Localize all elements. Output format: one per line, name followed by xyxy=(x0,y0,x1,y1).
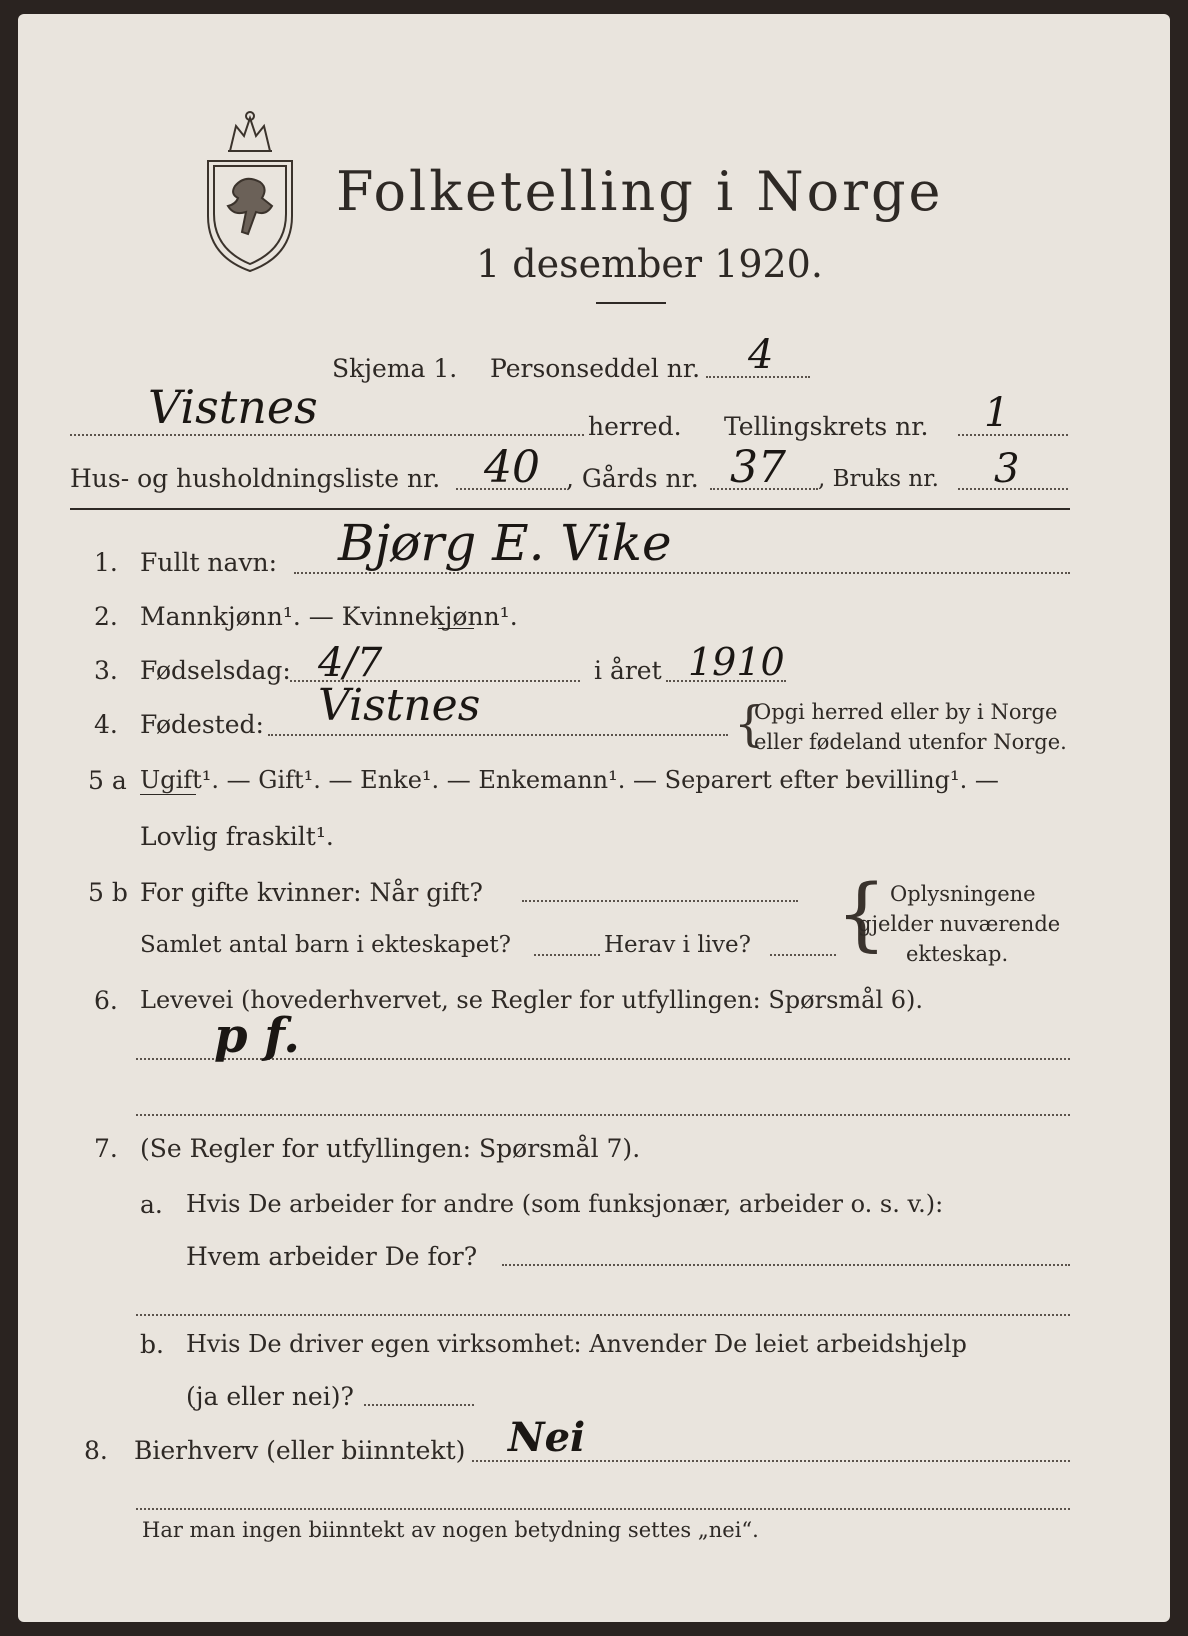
q8-label: Bierhverv (eller biinntekt) xyxy=(134,1436,466,1465)
schema-label: Skjema 1. xyxy=(332,354,458,383)
tellingskrets-value: 1 xyxy=(984,390,1010,436)
occupation-field-line2[interactable] xyxy=(136,1114,1070,1116)
side-income-value: Nei xyxy=(508,1414,586,1461)
hired-help-field[interactable] xyxy=(364,1404,474,1406)
tellingskrets-label: Tellingskrets nr. xyxy=(724,412,929,441)
q4-number: 4. xyxy=(94,710,118,739)
q7a-line2: Hvem arbeider De for? xyxy=(186,1242,478,1271)
personseddel-label: Personseddel nr. xyxy=(490,354,701,383)
birthplace-value: Vistnes xyxy=(318,680,481,731)
hus-label: Hus- og husholdningsliste nr. xyxy=(70,464,441,493)
q5b-children-label: Samlet antal barn i ekteskapet? xyxy=(140,932,511,958)
q1-number: 1. xyxy=(94,548,118,577)
q3-label: Fødselsdag: xyxy=(140,656,291,685)
q5b-married-label: For gifte kvinner: Når gift? xyxy=(140,878,483,907)
census-form-page xyxy=(18,14,1170,1622)
sex-options[interactable]: Mannkjønn¹. — Kvinnekjønn¹. xyxy=(140,602,518,631)
q5b-note-line1: Oplysningene xyxy=(890,882,1036,906)
q2-number: 2. xyxy=(94,602,118,631)
birthday-value: 4/7 xyxy=(318,640,383,686)
bruks-value: 3 xyxy=(994,446,1020,492)
q5a-number: 5 a xyxy=(88,766,127,795)
sex-underline-mark xyxy=(438,628,474,629)
title-divider xyxy=(596,302,666,304)
herred-label: herred. xyxy=(588,412,682,441)
birth-year-value: 1910 xyxy=(688,640,785,684)
q7b-label: b. xyxy=(140,1330,164,1359)
marital-status-line2[interactable]: Lovlig fraskilt¹. xyxy=(140,822,334,851)
q6-label: Levevei (hovederhvervet, se Regler for utfyllingen: Spørsmål 6). xyxy=(140,986,924,1014)
bruks-label: , Bruks nr. xyxy=(818,466,939,492)
children-count-field[interactable] xyxy=(534,954,600,956)
q7b-line2: (ja eller nei)? xyxy=(186,1382,354,1411)
q5b-number: 5 b xyxy=(88,878,128,907)
q5b-alive-label: Herav i live? xyxy=(604,932,751,958)
form-title: Folketelling i Norge xyxy=(336,160,944,223)
coat-of-arms-emblem xyxy=(200,106,300,276)
employer-field-line1[interactable] xyxy=(502,1264,1070,1266)
q1-label: Fullt navn: xyxy=(140,548,278,577)
marital-status-options[interactable]: Ugift¹. — Gift¹. — Enke¹. — Enkemann¹. — Separert efter bevilling¹. — xyxy=(140,766,999,794)
q4-note-line2: eller fødeland utenfor Norge. xyxy=(754,730,1067,754)
tellingskrets-field[interactable] xyxy=(958,434,1068,436)
q5b-note-brace: { xyxy=(836,867,887,960)
children-alive-field[interactable] xyxy=(770,954,836,956)
q5b-note-line3: ekteskap. xyxy=(906,942,1009,966)
full-name-field[interactable] xyxy=(294,572,1070,574)
footer-note: Har man ingen biinntekt av nogen betydning settes „nei“. xyxy=(142,1518,759,1542)
full-name-value: Bjørg E. Vike xyxy=(338,514,672,572)
employer-field-line2[interactable] xyxy=(136,1314,1070,1316)
q7a-line1: Hvis De arbeider for andre (som funksjonær, arbeider o. s. v.): xyxy=(186,1190,944,1218)
side-income-field-line2[interactable] xyxy=(136,1508,1070,1510)
q4-note-line1: Opgi herred eller by i Norge xyxy=(754,700,1058,724)
q7-label: (Se Regler for utfyllingen: Spørsmål 7). xyxy=(140,1134,641,1163)
q4-label: Fødested: xyxy=(140,710,264,739)
herred-value: Vistnes xyxy=(148,380,318,434)
married-when-field[interactable] xyxy=(522,900,798,902)
herred-field[interactable] xyxy=(70,434,584,436)
gards-label: , Gårds nr. xyxy=(566,464,699,493)
census-date: 1 desember 1920. xyxy=(476,242,823,286)
q3-number: 3. xyxy=(94,656,118,685)
q7a-label: a. xyxy=(140,1190,163,1219)
q5b-note-line2: gjelder nuværende xyxy=(858,912,1061,936)
birthplace-field[interactable] xyxy=(268,734,728,736)
q4-note-brace: { xyxy=(734,696,765,752)
q8-number: 8. xyxy=(84,1436,108,1465)
hus-value: 40 xyxy=(484,442,540,493)
birth-year-label: i året xyxy=(594,656,662,685)
q7-number: 7. xyxy=(94,1134,118,1163)
occupation-value: p f. xyxy=(214,1008,300,1064)
marital-underline-mark xyxy=(140,794,196,795)
header-divider xyxy=(70,508,1070,510)
gards-value: 37 xyxy=(730,442,786,493)
q6-number: 6. xyxy=(94,986,118,1015)
q7b-line1: Hvis De driver egen virksomhet: Anvender De leiet arbeidshjelp xyxy=(186,1330,967,1358)
personseddel-value: 4 xyxy=(748,332,774,378)
